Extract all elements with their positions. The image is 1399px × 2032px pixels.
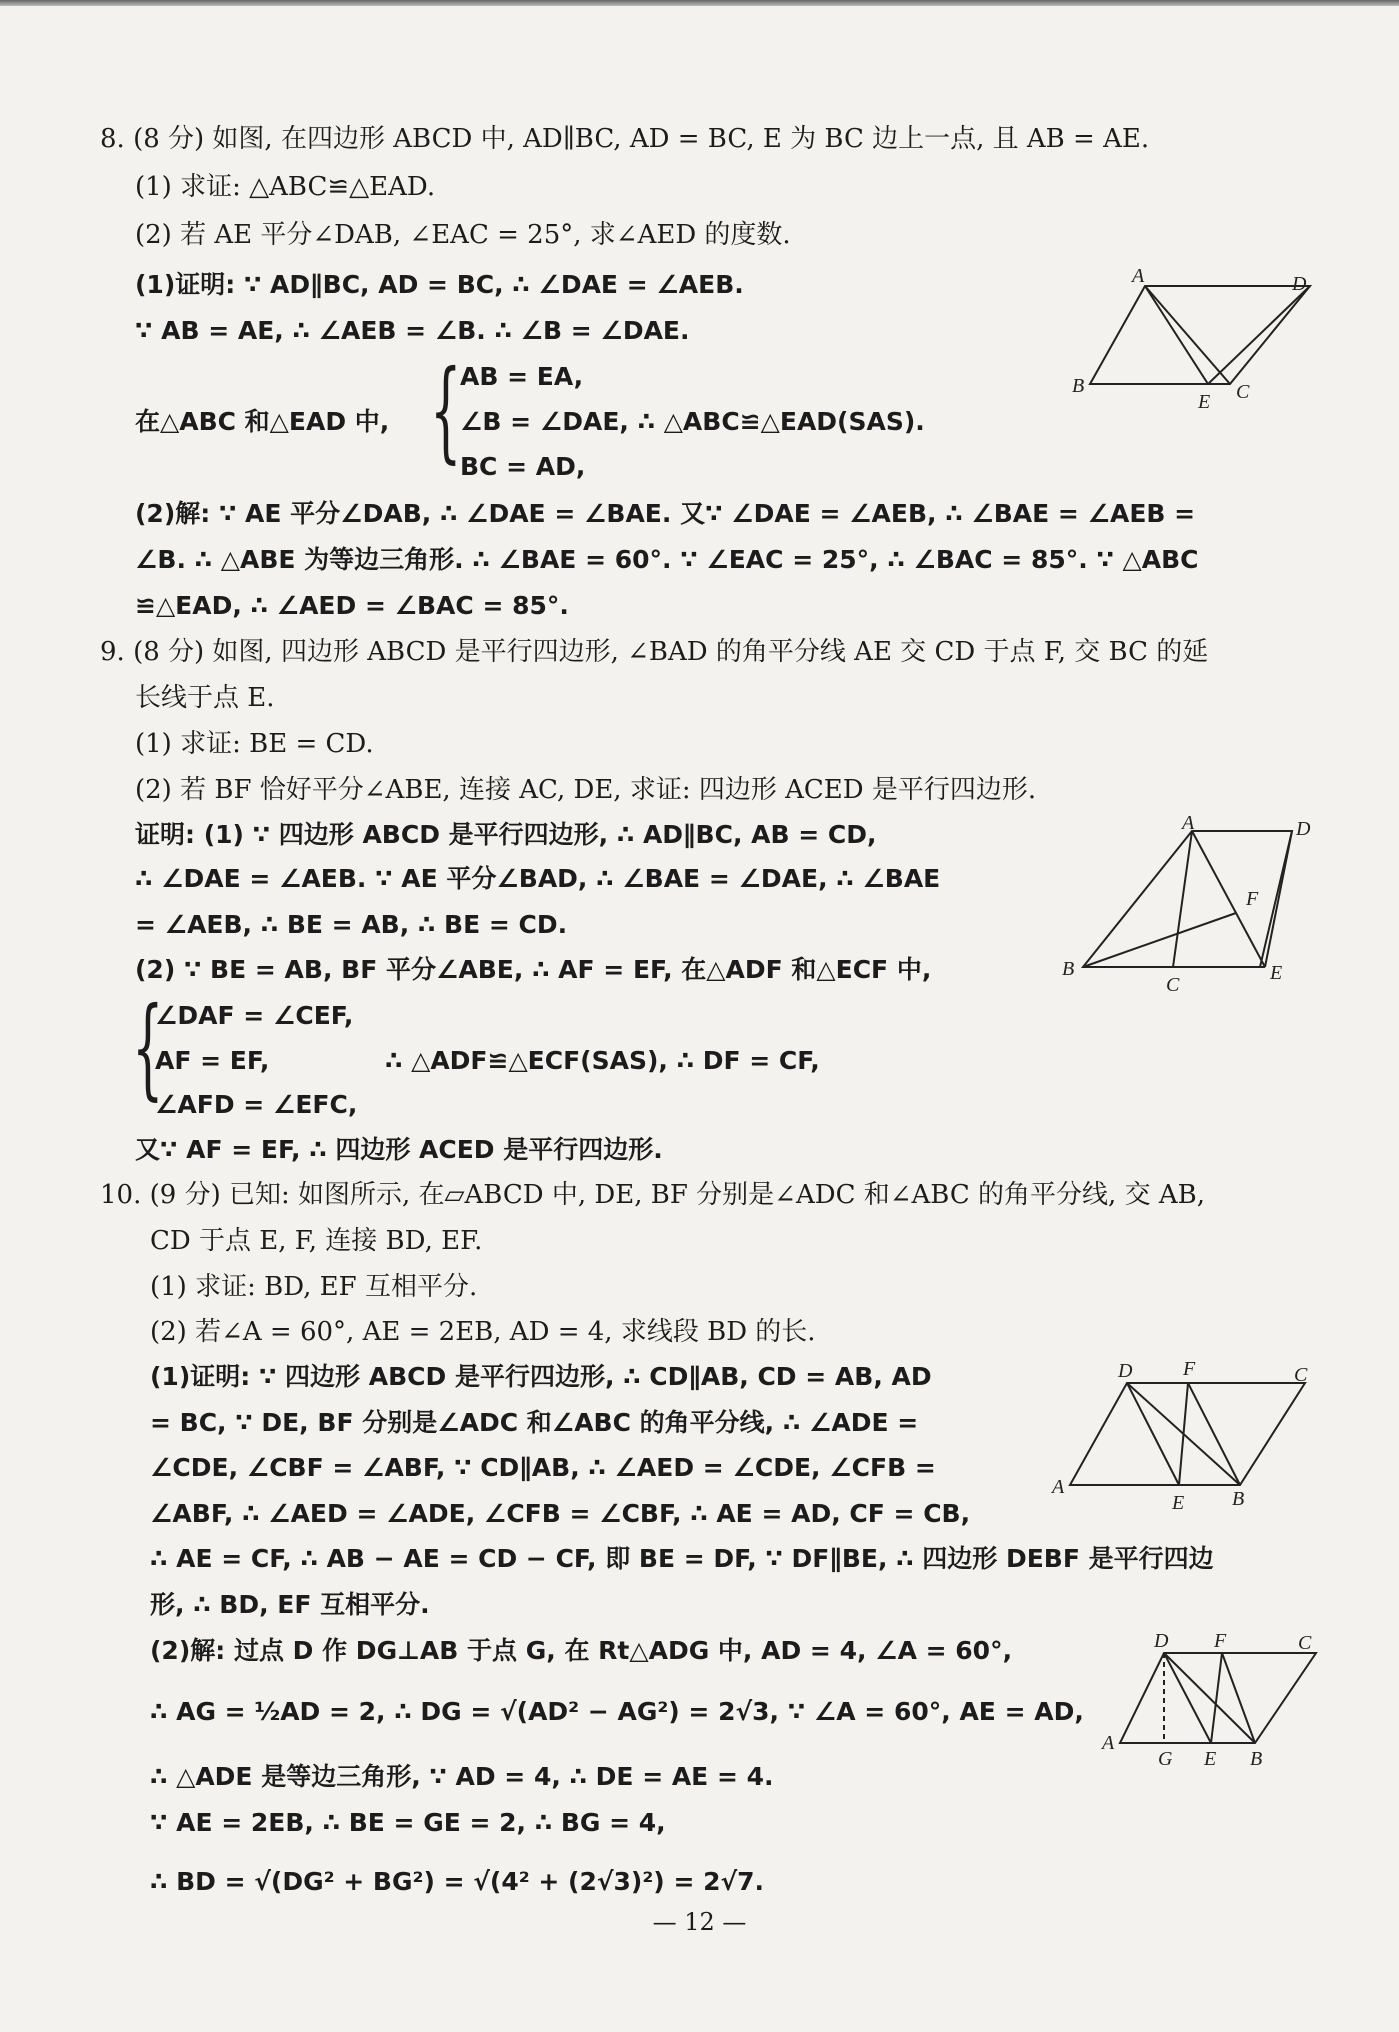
q10-fig2-label-G: G	[1158, 1748, 1173, 1770]
q8-sol-line2: ∵ AB = AE, ∴ ∠AEB = ∠B. ∴ ∠B = ∠DAE.	[135, 316, 690, 345]
q8-sol-line6: ≌△EAD, ∴ ∠AED = ∠BAC = 85°.	[135, 591, 569, 620]
q9-part1: (1) 求证: BE = CD.	[135, 729, 374, 759]
q8-fig-label-D: D	[1292, 273, 1307, 295]
q8-sol-line3-pre: 在△ABC 和△EAD 中,	[135, 407, 390, 436]
q10-figure-2	[1098, 1625, 1338, 1779]
q8-title: 8. (8 分) 如图, 在四边形 ABCD 中, AD∥BC, AD = BC, E 为 BC 边上一点, 且 AB = AE.	[100, 124, 1150, 154]
q10-title-line1: 10. (9 分) 已知: 如图所示, 在▱ABCD 中, DE, BF 分别是∠ADC 和∠ABC 的角平分线, 交 AB,	[100, 1180, 1206, 1210]
q10-sol-line9: ∴ △ADE 是等边三角形, ∵ AD = 4, ∴ DE = AE = 4.	[150, 1762, 774, 1791]
q8-sol-cond2: ∠B = ∠DAE, ∴ △ABC≌△EAD(SAS).	[460, 407, 925, 436]
q10-fig2-label-F: F	[1214, 1630, 1227, 1652]
q10-sol-line7: (2)解: 过点 D 作 DG⊥AB 于点 G, 在 Rt△ADG 中, AD = 4, ∠A = 60°,	[150, 1636, 1013, 1665]
q10-fig2-label-E: E	[1204, 1748, 1217, 1770]
q10-part1: (1) 求证: BD, EF 互相平分.	[150, 1272, 478, 1302]
q10-sol-line2: = BC, ∵ DE, BF 分别是∠ADC 和∠ABC 的角平分线, ∴ ∠ADE =	[150, 1408, 919, 1437]
q9-fig-label-A: A	[1182, 815, 1195, 834]
q9-figure	[1058, 815, 1318, 1004]
q8-sol-line1: (1)证明: ∵ AD∥BC, AD = BC, ∴ ∠DAE = ∠AEB.	[135, 270, 744, 299]
q9-sol-cond2-tail: ∴ △ADF≌△ECF(SAS), ∴ DF = CF,	[385, 1046, 820, 1075]
q10-sol-line11: ∴ BD = √(DG² + BG²) = √(4² + (2√3)²) = 2√7.	[150, 1867, 765, 1896]
q8-brace: {	[430, 346, 462, 474]
q8-sol-line4: (2)解: ∵ AE 平分∠DAB, ∴ ∠DAE = ∠BAE. 又∵ ∠DAE = ∠AEB, ∴ ∠BAE = ∠AEB =	[135, 499, 1196, 528]
q9-sol-line3: = ∠AEB, ∴ BE = AB, ∴ BE = CD.	[135, 910, 568, 939]
q10-sol-line1: (1)证明: ∵ 四边形 ABCD 是平行四边形, ∴ CD∥AB, CD = AB, AD	[150, 1362, 932, 1391]
q9-sol-line4: (2) ∵ BE = AB, BF 平分∠ABE, ∴ AF = EF, 在△ADF 和△ECF 中,	[135, 955, 932, 984]
q10-fig1-label-B: B	[1232, 1488, 1245, 1510]
q9-sol-cond3: ∠AFD = ∠EFC,	[155, 1090, 358, 1119]
q10-fig1-label-E: E	[1172, 1492, 1185, 1514]
q10-figure-1	[1050, 1355, 1320, 1519]
q9-fig-label-F: F	[1246, 888, 1259, 910]
q8-fig-label-C: C	[1236, 381, 1250, 403]
q8-part2: (2) 若 AE 平分∠DAB, ∠EAC = 25°, 求∠AED 的度数.	[135, 220, 791, 250]
q9-title-line2: 长线于点 E.	[135, 683, 275, 713]
q9-part2: (2) 若 BF 恰好平分∠ABE, 连接 AC, DE, 求证: 四边形 ACED 是平行四边形.	[135, 775, 1037, 805]
q10-sol-line4: ∠ABF, ∴ ∠AED = ∠ADE, ∠CFB = ∠CBF, ∴ AE = AD, CF = CB,	[150, 1499, 971, 1528]
q9-fig-label-C: C	[1166, 974, 1180, 996]
q10-fig1-label-C: C	[1294, 1364, 1308, 1386]
q10-sol-line6: 形, ∴ BD, EF 互相平分.	[150, 1590, 430, 1619]
q8-fig-label-B: B	[1072, 375, 1085, 397]
q10-part2: (2) 若∠A = 60°, AE = 2EB, AD = 4, 求线段 BD 的长.	[150, 1317, 816, 1347]
q10-sol-line5: ∴ AE = CF, ∴ AB − AE = CD − CF, 即 BE = DF, ∵ DF∥BE, ∴ 四边形 DEBF 是平行四边	[150, 1544, 1214, 1573]
q9-sol-line6: 又∵ AF = EF, ∴ 四边形 ACED 是平行四边形.	[135, 1135, 663, 1164]
q10-fig2-label-A: A	[1102, 1732, 1115, 1754]
q10-fig2-label-C: C	[1298, 1632, 1312, 1654]
q8-figure	[1060, 260, 1320, 424]
q9-brace: {	[132, 983, 164, 1111]
q9-title-line1: 9. (8 分) 如图, 四边形 ABCD 是平行四边形, ∠BAD 的角平分线 AE 交 CD 于点 F, 交 BC 的延	[100, 637, 1209, 667]
q10-fig1-label-F: F	[1183, 1358, 1196, 1380]
q9-sol-line2: ∴ ∠DAE = ∠AEB. ∵ AE 平分∠BAD, ∴ ∠BAE = ∠DAE, ∴ ∠BAE	[135, 864, 941, 893]
q10-title-line2: CD 于点 E, F, 连接 BD, EF.	[150, 1226, 483, 1256]
q10-fig1-label-D: D	[1118, 1360, 1133, 1382]
q9-fig-label-E: E	[1270, 962, 1283, 984]
q10-fig2-label-D: D	[1154, 1630, 1169, 1652]
q10-sol-line10: ∵ AE = 2EB, ∴ BE = GE = 2, ∴ BG = 4,	[150, 1808, 666, 1837]
q10-fig2-label-B: B	[1250, 1748, 1263, 1770]
q8-fig-label-E: E	[1198, 391, 1211, 413]
q8-sol-cond3: BC = AD,	[460, 452, 586, 481]
q9-fig-label-D: D	[1296, 818, 1311, 840]
scan-top-edge	[0, 0, 1399, 6]
q8-fig-label-A: A	[1132, 265, 1145, 287]
q9-fig-label-B: B	[1062, 958, 1075, 980]
q8-part1: (1) 求证: △ABC≌△EAD.	[135, 172, 436, 202]
q8-sol-line5: ∠B. ∴ △ABE 为等边三角形. ∴ ∠BAE = 60°. ∵ ∠EAC = 25°, ∴ ∠BAC = 85°. ∵ △ABC	[135, 545, 1199, 574]
q10-sol-line3: ∠CDE, ∠CBF = ∠ABF, ∵ CD∥AB, ∴ ∠AED = ∠CDE, ∠CFB =	[150, 1453, 936, 1482]
q10-sol-line8: ∴ AG = ½AD = 2, ∴ DG = √(AD² − AG²) = 2√3, ∵ ∠A = 60°, AE = AD,	[150, 1697, 1084, 1726]
q9-sol-cond2: AF = EF,	[155, 1046, 270, 1075]
q9-sol-cond1: ∠DAF = ∠CEF,	[155, 1001, 354, 1030]
q9-sol-line1: 证明: (1) ∵ 四边形 ABCD 是平行四边形, ∴ AD∥BC, AB = CD,	[135, 820, 877, 849]
page-number: — 12 —	[652, 1908, 747, 1936]
q10-fig1-label-A: A	[1052, 1476, 1065, 1498]
q8-sol-cond1: AB = EA,	[460, 362, 584, 391]
